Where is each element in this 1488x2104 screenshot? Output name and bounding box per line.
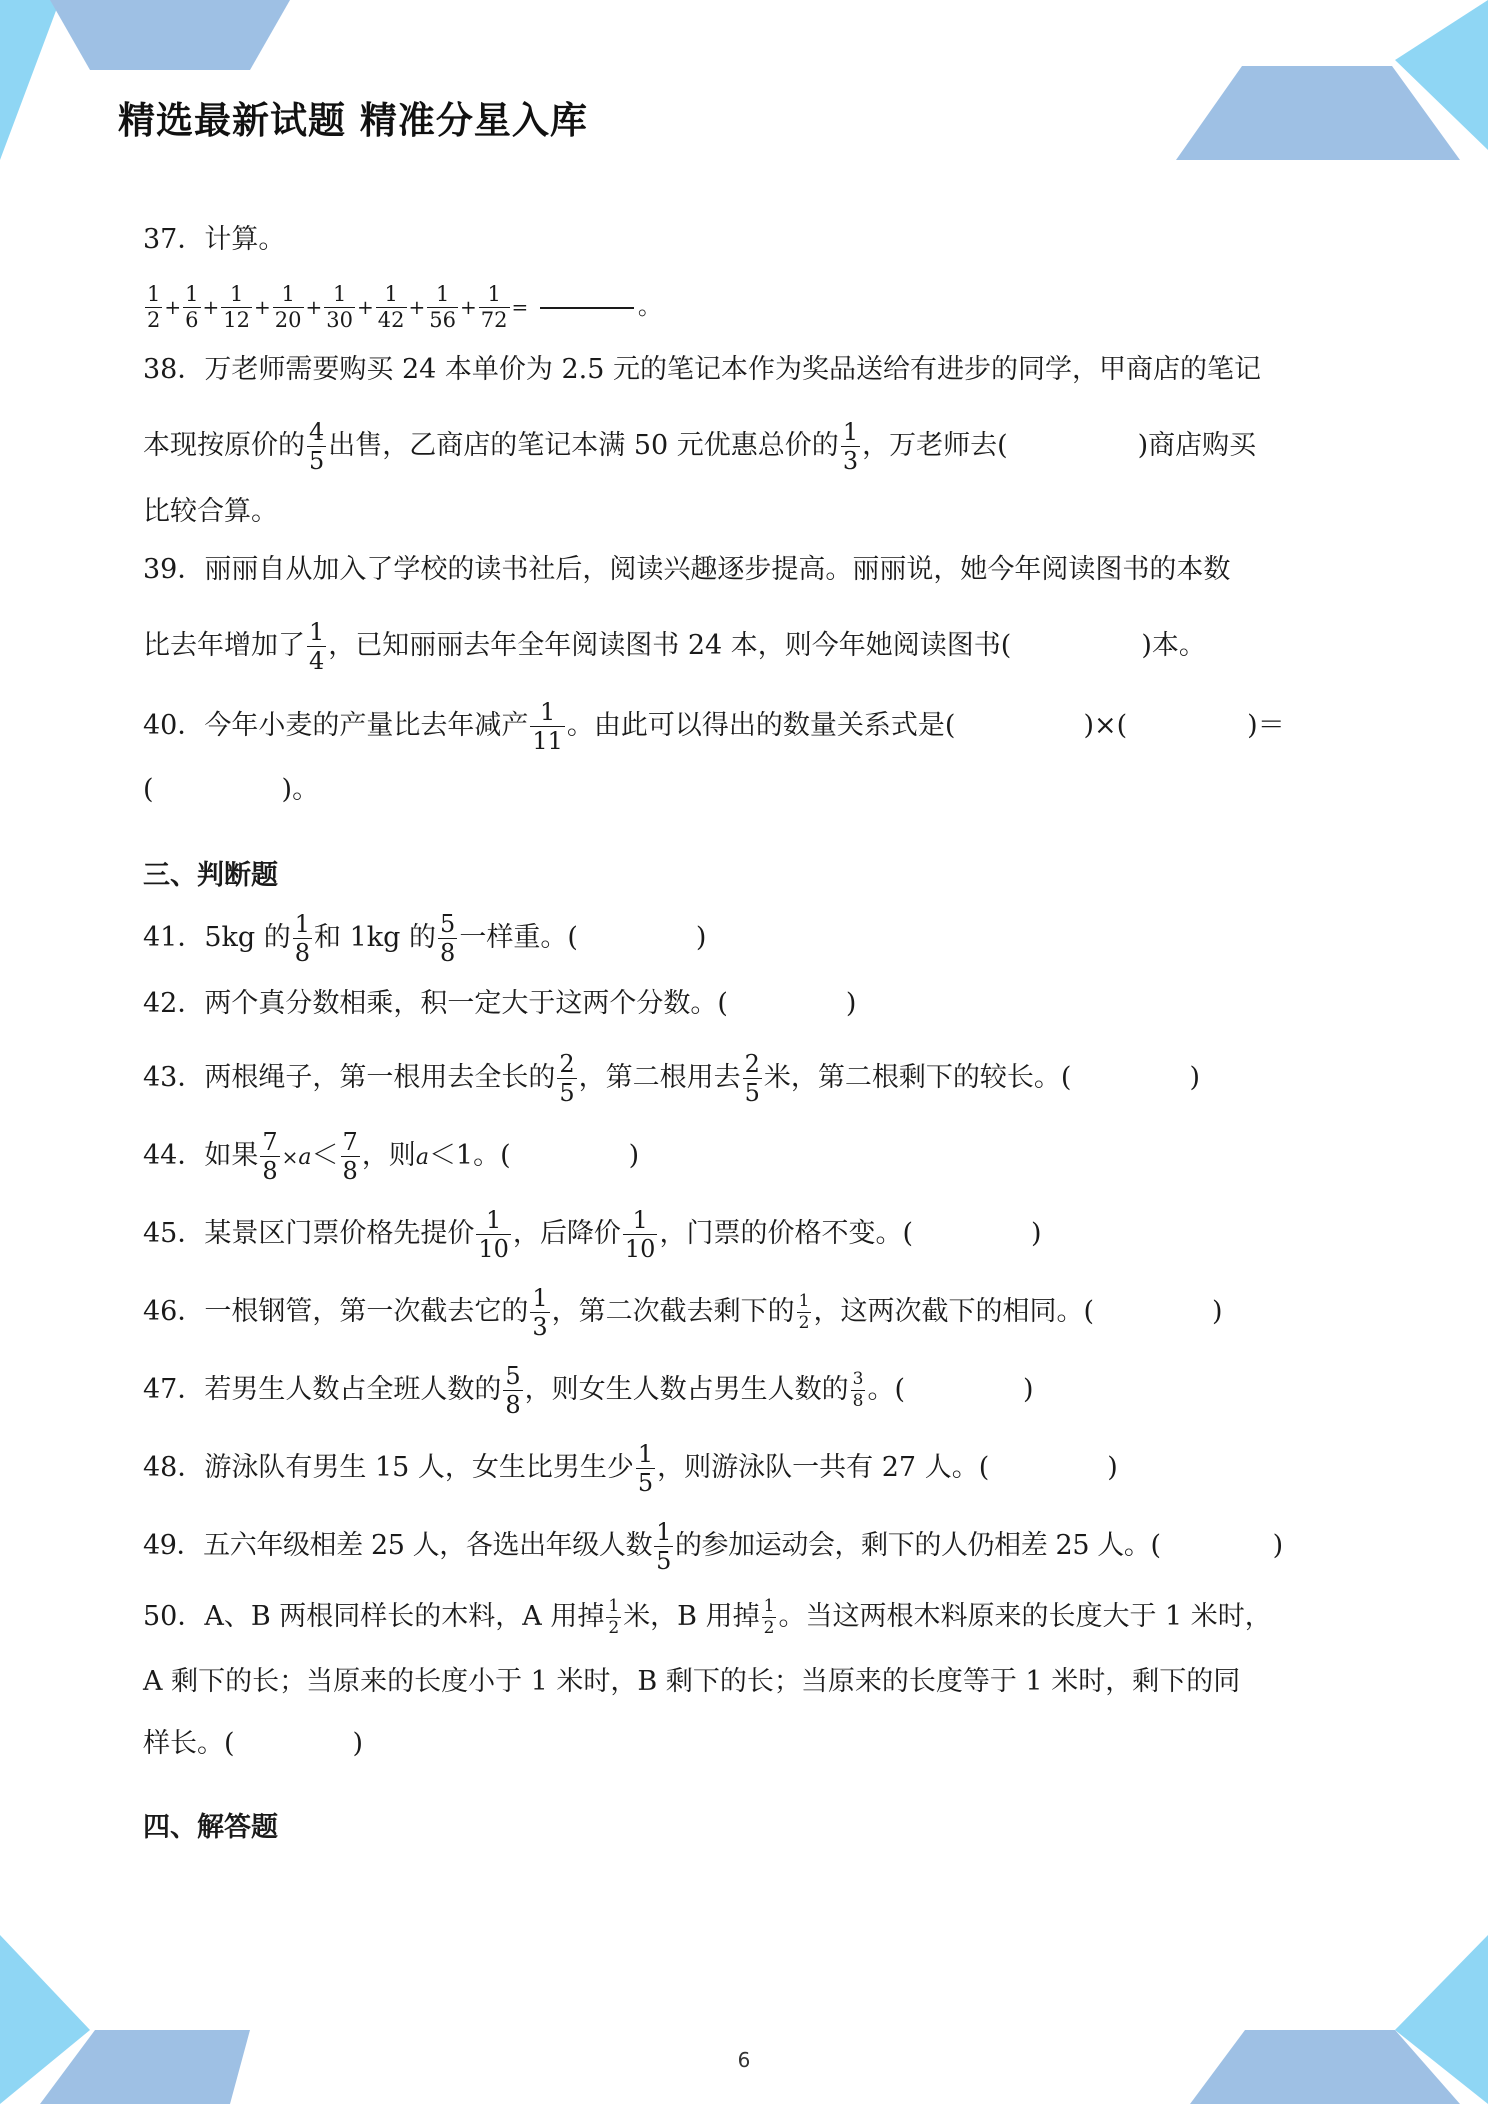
plus-sign: +: [357, 295, 374, 319]
plus-sign: +: [305, 295, 323, 319]
equals-sign: =: [511, 295, 529, 319]
fraction: $\frac{1}{5}$: [637, 1440, 654, 1497]
plus-sign: +: [460, 295, 477, 319]
fraction: $\frac{3}{8}$: [852, 1369, 864, 1411]
fraction: $\frac{1}{2}$: [608, 1596, 620, 1638]
section-title: 四、解答题: [143, 1812, 278, 1843]
q37-sum: [143, 282, 529, 332]
q39-line1: 39．丽丽自从加入了学校的读书社后，阅读兴趣逐步提高。丽丽说，她今年阅读图书的本数: [143, 554, 1231, 585]
fraction: $\frac{1}{10}$: [478, 1206, 509, 1263]
fraction: $\frac{4}{5}$: [309, 418, 325, 475]
fraction: $\frac{1}{12}$: [223, 282, 251, 332]
fraction: $\frac{5}{8}$: [440, 910, 456, 967]
fraction: $\frac{1}{11}$: [532, 698, 563, 755]
fraction: $\frac{1}{2}$: [147, 282, 161, 332]
q38-line1: 38．万老师需要购买 24 本单价为 2.5 元的笔记本作为奖品送给有进步的同学，甲商店的笔记: [143, 354, 1261, 385]
fraction: $\frac{7}{8}$: [342, 1128, 358, 1185]
fraction: $\frac{1}{42}$: [377, 282, 405, 332]
q40-line1: 40．今年小麦的产量比去年减产 $\frac{1}{11}$ 。由此可以得出的数量关系式是( )×( )＝: [143, 698, 1285, 755]
fraction: $\frac{7}{8}$: [262, 1128, 278, 1185]
q42: 42．两个真分数相乘，积一定大于这两个分数。( ): [143, 988, 857, 1019]
q38-line2: 本现按原价的 $\frac{4}{5}$ 出售，乙商店的笔记本满 50 元优惠总价的 $\frac{1}{3}$ ，万老师去( )商店购买: [143, 418, 1257, 475]
plus-sign: +: [254, 295, 271, 319]
fraction: $\frac{1}{2}$: [763, 1596, 775, 1638]
q37-answer-blank[interactable]: [540, 307, 634, 309]
top-left-triangle: [0, 0, 60, 160]
q45: 45．某景区门票价格先提价 $\frac{1}{10}$ ，后降价 $\frac{1}{10}$ ，门票的价格不变。( ): [143, 1206, 1042, 1263]
plus-sign: +: [202, 295, 220, 319]
q37-expression: $\frac{1}{2}$ + $\frac{1}{6}$ + $\frac{1}{12}$ + $\frac{1}{20}$ + $\frac{1}{30}$ + $\frac{1}{42}$ + $\frac{1}{56}$ + $\frac{1}{72}$ = 。: [143, 284, 662, 331]
fraction: $\frac{1}{6}$: [185, 282, 199, 332]
fraction: $\frac{2}{5}$: [744, 1050, 760, 1107]
fraction: $\frac{1}{20}$: [274, 282, 302, 332]
header-title: 精选最新试题 精准分星入库: [118, 99, 588, 142]
q50-line1: 50．A、B 两根同样长的木料，A 用掉 $\frac{1}{2}$ 米，B 用掉 $\frac{1}{2}$ 。当这两根木料原来的长度大于 1 米时，: [143, 1596, 1272, 1638]
q46: 46．一根钢管，第一次截去它的 $\frac{1}{3}$ ，第二次截去剩下的 $\frac{1}{2}$ ，这两次截下的相同。( ): [143, 1284, 1223, 1341]
fraction: $\frac{2}{5}$: [559, 1050, 575, 1107]
q39-line2: 比去年增加了 $\frac{1}{4}$ ，已知丽丽去年全年阅读图书 24 本，则今年她阅读图书( )本。: [143, 618, 1206, 675]
q37-label: 37．计算。: [143, 224, 286, 255]
fraction: $\frac{1}{8}$: [294, 910, 311, 967]
fraction: $\frac{1}{72}$: [480, 282, 508, 332]
fraction: $\frac{1}{56}$: [429, 282, 457, 332]
q40-line2: ( )。: [143, 774, 320, 805]
q48: 48．游泳队有男生 15 人，女生比男生少 $\frac{1}{5}$ ，则游泳队一共有 27 人。( ): [143, 1440, 1118, 1497]
plus-sign: +: [408, 295, 426, 319]
fraction: $\frac{5}{8}$: [505, 1362, 521, 1419]
q38-line3: 比较合算。: [143, 496, 278, 527]
fraction: $\frac{1}{4}$: [309, 618, 325, 675]
page-number: 6: [737, 2048, 751, 2072]
fraction: $\frac{1}{3}$: [532, 1284, 548, 1341]
section-title: 三、判断题: [143, 860, 278, 891]
q49: 49．五六年级相差 25 人，各选出年级人数 $\frac{1}{5}$ 的参加运动会，剩下的人仍相差 25 人。( ): [143, 1518, 1283, 1575]
q50-line3: 样长。( ): [143, 1728, 364, 1759]
q44: 44．如果 $\frac{7}{8}$ ×a＜ $\frac{7}{8}$ ，则a＜1。( ): [143, 1128, 640, 1185]
top-left-parallelogram: [50, 0, 290, 70]
fraction: $\frac{1}{2}$: [798, 1291, 810, 1333]
q43: 43．两根绳子，第一根用去全长的 $\frac{2}{5}$ ，第二根用去 $\frac{2}{5}$ 米，第二根剩下的较长。( ): [143, 1050, 1201, 1107]
fraction: $\frac{1}{3}$: [842, 418, 859, 475]
plus-sign: +: [164, 295, 182, 319]
fraction: $\frac{1}{10}$: [624, 1206, 656, 1263]
fraction: $\frac{1}{5}$: [656, 1518, 671, 1575]
fraction: $\frac{1}{30}$: [326, 282, 354, 332]
q47: 47．若男生人数占全班人数的 $\frac{5}{8}$ ，则女生人数占男生人数的 $\frac{3}{8}$ 。( ): [143, 1362, 1034, 1419]
q41: 41．5kg 的 $\frac{1}{8}$ 和 1kg 的 $\frac{5}{8}$ 一样重。( ): [143, 910, 707, 967]
q50-line2: A 剩下的长；当原来的长度小于 1 米时，B 剩下的长；当原来的长度等于 1 米时，剩下的同: [143, 1666, 1241, 1697]
